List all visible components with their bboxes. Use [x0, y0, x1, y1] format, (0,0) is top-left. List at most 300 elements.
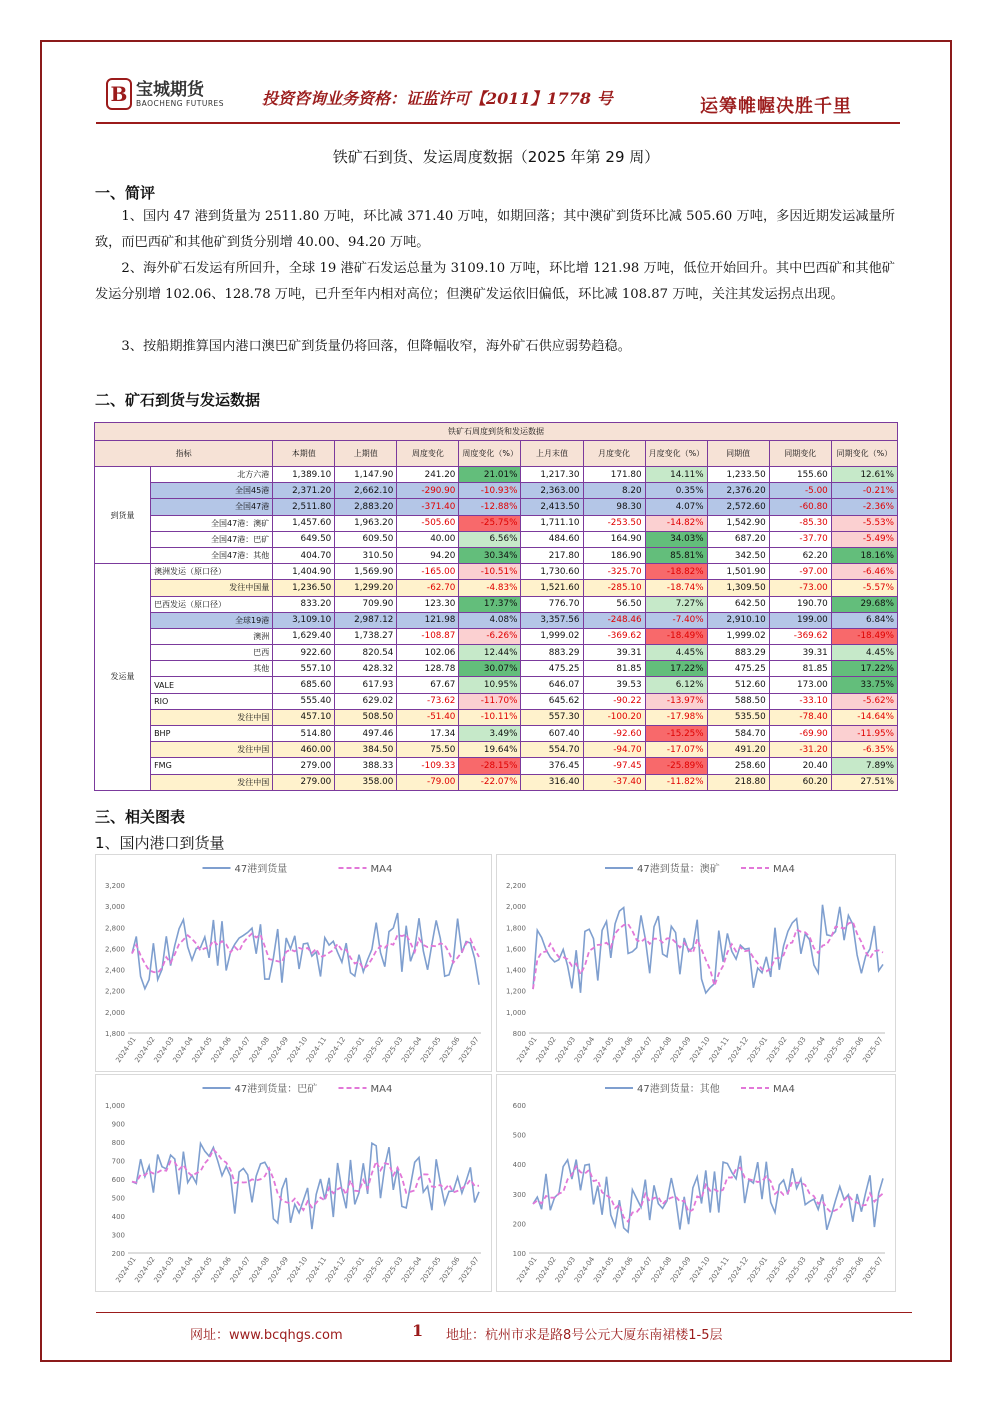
table-cell: -5.62% — [831, 693, 897, 709]
table-cell: 173.00 — [769, 677, 831, 693]
table-cell: 1,236.50 — [273, 580, 335, 596]
y-tick-label: 400 — [111, 1213, 125, 1221]
col-header: 同期变化（%） — [831, 441, 897, 467]
table-cell: 6.12% — [645, 677, 707, 693]
table-cell: 18.16% — [831, 547, 897, 563]
x-tick-label: 2024-11 — [707, 1035, 731, 1065]
x-tick-label: 2024-09 — [266, 1255, 291, 1285]
table-row — [95, 677, 898, 693]
table-cell: 102.06 — [397, 645, 459, 661]
row-label: 澳洲 — [151, 628, 273, 644]
x-tick-label: 2025-06 — [438, 1255, 462, 1285]
table-cell: -33.10 — [769, 693, 831, 709]
y-tick-label: 700 — [111, 1157, 125, 1166]
table-row — [95, 515, 898, 531]
row-label: VALE — [151, 677, 273, 693]
table-cell: 155.60 — [769, 467, 831, 483]
x-tick-label: 2025-04 — [803, 1255, 827, 1285]
x-tick-label: 2024-08 — [649, 1255, 674, 1285]
table-cell: 218.80 — [707, 774, 769, 790]
table-cell: 2,376.20 — [707, 483, 769, 499]
table-cell: 376.45 — [521, 758, 583, 774]
table-cell: 310.50 — [335, 547, 397, 563]
table-cell: 629.02 — [335, 693, 397, 709]
y-tick-label: 1,400 — [505, 966, 526, 975]
y-tick-label: 2,600 — [104, 945, 125, 954]
y-tick-label: 1,600 — [505, 945, 526, 954]
x-tick-label: 2025-07 — [861, 1255, 885, 1285]
y-tick-label: 600 — [111, 1176, 125, 1184]
table-cell: 8.20 — [583, 483, 645, 499]
table-cell: -14.64% — [831, 709, 897, 725]
x-tick-label: 2024-11 — [707, 1255, 731, 1285]
table-cell: 384.50 — [335, 742, 397, 758]
table-cell: -11.70% — [459, 693, 521, 709]
legend-label: MA4 — [773, 864, 795, 875]
table-cell: 709.90 — [335, 596, 397, 612]
table-cell: -22.07% — [459, 774, 521, 790]
table-cell: -6.26% — [459, 628, 521, 644]
logo-name-cn: 宝城期货 — [136, 79, 204, 100]
x-tick-label: 2024-07 — [228, 1255, 252, 1285]
row-label: 发往中国量 — [151, 580, 273, 596]
legend-label: MA4 — [370, 1084, 393, 1095]
table-cell: -18.49% — [831, 628, 897, 644]
table-cell: 60.20 — [769, 774, 831, 790]
table-cell: -5.57% — [831, 580, 897, 596]
table-cell: 7.27% — [645, 596, 707, 612]
col-header: 同期值 — [707, 441, 769, 467]
table-row — [95, 531, 898, 547]
table-cell: 554.70 — [521, 742, 583, 758]
y-tick-label: 1,800 — [104, 1030, 125, 1038]
table-cell: 512.60 — [707, 677, 769, 693]
table-cell: 2,511.80 — [273, 499, 335, 515]
table-cell: 584.70 — [707, 726, 769, 742]
legend-label: 47港到货量：澳矿 — [637, 864, 720, 875]
table-cell: 514.80 — [273, 726, 335, 742]
table-cell: -17.98% — [645, 709, 707, 725]
table-cell: 1,404.90 — [273, 564, 335, 580]
x-tick-label: 2025-07 — [861, 1035, 885, 1065]
logo-icon: B — [106, 78, 132, 110]
x-tick-label: 2024-12 — [323, 1255, 348, 1285]
table-cell: 649.50 — [273, 531, 335, 547]
table-cell: -505.60 — [397, 515, 459, 531]
y-tick-label: 800 — [111, 1139, 125, 1147]
x-tick-label: 2025-05 — [822, 1255, 847, 1285]
table-cell: 190.70 — [769, 596, 831, 612]
table-cell: 388.33 — [335, 758, 397, 774]
company-logo — [106, 78, 224, 110]
table-cell: -369.62 — [583, 628, 645, 644]
table-cell: -28.15% — [459, 758, 521, 774]
comment-paragraph-1: 1、国内 47 港到货量为 2511.80 万吨，环比减 371.40 万吨，如期回落；其中澳矿到货环比减 505.60 万吨，多因近期发运减量所致，而巴西矿和其他矿到货分别增 40.00、94.20 万吨。 — [95, 209, 895, 250]
table-cell: 1,711.10 — [521, 515, 583, 531]
table-row — [95, 726, 898, 742]
x-tick-label: 2024-05 — [592, 1255, 616, 1285]
table-cell: 1,457.60 — [273, 515, 335, 531]
table-cell: 81.85 — [769, 661, 831, 677]
table-cell: 6.84% — [831, 612, 897, 628]
x-tick-label: 2024-07 — [228, 1035, 252, 1065]
row-group-label: 到货量 — [95, 467, 151, 564]
table-cell: 2,413.50 — [521, 499, 583, 515]
table-cell: -2.36% — [831, 499, 897, 515]
table-cell: -10.11% — [459, 709, 521, 725]
y-tick-label: 1,800 — [505, 924, 526, 933]
table-cell: 279.00 — [273, 758, 335, 774]
table-cell: 33.75% — [831, 677, 897, 693]
y-tick-label: 300 — [512, 1190, 526, 1199]
x-tick-label: 2024-02 — [534, 1035, 558, 1065]
table-cell: 457.10 — [273, 709, 335, 725]
y-tick-label: 200 — [512, 1220, 526, 1229]
table-cell: -69.90 — [769, 726, 831, 742]
row-label: 全国47港：巴矿 — [151, 531, 273, 547]
table-cell: 342.50 — [707, 547, 769, 563]
table-cell: 123.30 — [397, 596, 459, 612]
header-divider — [96, 122, 900, 124]
table-cell: 30.34% — [459, 547, 521, 563]
x-tick-label: 2024-01 — [114, 1035, 138, 1065]
table-row — [95, 547, 898, 563]
table-cell: 460.00 — [273, 742, 335, 758]
table-cell: -11.95% — [831, 726, 897, 742]
y-tick-label: 500 — [512, 1131, 526, 1140]
table-cell: -253.50 — [583, 515, 645, 531]
x-tick-label: 2025-04 — [400, 1255, 424, 1285]
comment-paragraph-3: 3、按船期推算国内港口澳巴矿到货量仍将回落，但降幅收窄，海外矿石供应弱势趋稳。 — [121, 339, 631, 354]
row-label: 发往中国 — [151, 774, 273, 790]
x-tick-label: 2024-05 — [190, 1035, 214, 1065]
table-cell: 20.40 — [769, 758, 831, 774]
row-label: 全国47港：其他 — [151, 547, 273, 563]
table-cell: 1,299.20 — [335, 580, 397, 596]
row-label: RIO — [151, 693, 273, 709]
table-cell: -10.51% — [459, 564, 521, 580]
table-cell: -325.70 — [583, 564, 645, 580]
y-tick-label: 3,000 — [104, 903, 125, 912]
x-tick-label: 2025-06 — [842, 1035, 866, 1065]
table-cell: 27.51% — [831, 774, 897, 790]
table-cell: 1,542.90 — [707, 515, 769, 531]
table-cell: 685.60 — [273, 677, 335, 693]
x-tick-label: 2024-03 — [553, 1035, 578, 1065]
logo-name-en: BAOCHENG FUTURES — [136, 98, 225, 108]
row-label: BHP — [151, 726, 273, 742]
table-cell: -248.46 — [583, 612, 645, 628]
table-cell: 121.98 — [397, 612, 459, 628]
x-tick-label: 2024-07 — [630, 1035, 654, 1065]
x-tick-label: 2024-08 — [247, 1035, 272, 1065]
x-tick-label: 2024-02 — [534, 1255, 558, 1285]
table-cell: 85.81% — [645, 547, 707, 563]
row-label: 澳洲发运（原口径） — [151, 564, 273, 580]
x-tick-label: 2025-03 — [381, 1035, 405, 1065]
comment-paragraph-2: 2、海外矿石发运有所回升，全球 19 港矿石发运总量为 3109.10 万吨，环比增 121.98 万吨，低位开始回升。其中巴西矿和其他矿发运分别增 102.06、128.78 万吨，已升至年内相对高位；但澳矿发运依旧偏低，环比减 108.87 万吨，关注其发运拐点出现。 — [95, 261, 895, 302]
table-cell: 21.01% — [459, 467, 521, 483]
x-tick-label: 2024-10 — [285, 1035, 310, 1065]
table-cell: -6.46% — [831, 564, 897, 580]
table-cell: 484.60 — [521, 531, 583, 547]
y-tick-label: 300 — [111, 1231, 125, 1240]
x-tick-label: 2024-03 — [553, 1255, 578, 1285]
table-row — [95, 645, 898, 661]
table-cell: 98.30 — [583, 499, 645, 515]
table-cell: 40.00 — [397, 531, 459, 547]
table-cell: 241.20 — [397, 467, 459, 483]
x-tick-label: 2024-03 — [152, 1035, 176, 1065]
table-cell: 2,987.12 — [335, 612, 397, 628]
table-cell: 14.11% — [645, 467, 707, 483]
x-tick-label: 2024-05 — [592, 1035, 616, 1065]
x-tick-label: 2024-12 — [323, 1035, 348, 1065]
table-cell: 29.68% — [831, 596, 897, 612]
y-tick-label: 2,000 — [104, 1008, 125, 1017]
table-cell: 4.08% — [459, 612, 521, 628]
table-cell: 1,147.90 — [335, 467, 397, 483]
col-header: 同期变化 — [769, 441, 831, 467]
section3-heading: 三、相关图表 — [95, 808, 186, 826]
table-row — [95, 693, 898, 709]
x-tick-label: 2025-02 — [362, 1035, 386, 1065]
x-tick-label: 2024-02 — [133, 1255, 157, 1285]
y-tick-label: 2,200 — [505, 882, 526, 890]
table-cell: 1,521.60 — [521, 580, 583, 596]
table-cell: 1,569.90 — [335, 564, 397, 580]
table-cell: -109.33 — [397, 758, 459, 774]
table-cell: -97.00 — [769, 564, 831, 580]
x-tick-label: 2025-05 — [419, 1035, 443, 1065]
chart-47-ports — [95, 854, 492, 1072]
table-cell: -369.62 — [769, 628, 831, 644]
table-cell: 776.70 — [521, 596, 583, 612]
table-cell: 687.20 — [707, 531, 769, 547]
table-cell: -73.62 — [397, 693, 459, 709]
col-header: 本期值 — [273, 441, 335, 467]
table-cell: 39.31 — [583, 645, 645, 661]
table-cell: 12.61% — [831, 467, 897, 483]
table-cell: 2,662.10 — [335, 483, 397, 499]
col-header: 月度变化 — [583, 441, 645, 467]
table-cell: 428.32 — [335, 661, 397, 677]
table-cell: -18.49% — [645, 628, 707, 644]
table-cell: -37.70 — [769, 531, 831, 547]
table-cell: 642.50 — [707, 596, 769, 612]
table-cell: 17.34 — [397, 726, 459, 742]
table-row — [95, 758, 898, 774]
table-cell: 497.46 — [335, 726, 397, 742]
subsection-heading: 1、国内港口到货量 — [95, 834, 225, 852]
table-cell: 3,109.10 — [273, 612, 335, 628]
x-tick-label: 2025-06 — [438, 1035, 462, 1065]
y-tick-label: 2,200 — [104, 987, 125, 996]
table-cell: 1,217.30 — [521, 467, 583, 483]
x-tick-label: 2024-08 — [649, 1035, 674, 1065]
x-tick-label: 2024-06 — [209, 1255, 233, 1285]
table-cell: -5.49% — [831, 531, 897, 547]
table-cell: 475.25 — [707, 661, 769, 677]
row-label: 全国45港 — [151, 483, 273, 499]
table-cell: -62.70 — [397, 580, 459, 596]
table-cell: 94.20 — [397, 547, 459, 563]
col-header: 周度变化（%） — [459, 441, 521, 467]
table-cell: 81.85 — [583, 661, 645, 677]
row-label: 发往中国 — [151, 742, 273, 758]
col-header: 指标 — [95, 441, 273, 467]
col-header: 上期值 — [335, 441, 397, 467]
row-label: 全国47港 — [151, 499, 273, 515]
table-cell: 557.10 — [273, 661, 335, 677]
series-line-main — [132, 913, 479, 989]
chart-47-ports-other — [496, 1074, 896, 1292]
footer-website[interactable]: 网址：www.bcqhgs.com — [190, 1328, 343, 1343]
y-tick-label: 800 — [512, 1030, 526, 1038]
table-row — [95, 596, 898, 612]
table-cell: 67.67 — [397, 677, 459, 693]
x-tick-label: 2024-05 — [190, 1255, 214, 1285]
x-tick-label: 2024-02 — [133, 1035, 157, 1065]
table-cell: -0.21% — [831, 483, 897, 499]
row-label: 全国47港：澳矿 — [151, 515, 273, 531]
table-cell: 883.29 — [707, 645, 769, 661]
row-label: 巴西 — [151, 645, 273, 661]
x-tick-label: 2024-10 — [688, 1255, 712, 1285]
table-cell: 17.22% — [645, 661, 707, 677]
x-tick-label: 2024-12 — [726, 1255, 751, 1285]
table-cell: -5.00 — [769, 483, 831, 499]
section1-heading: 一、简评 — [95, 184, 156, 202]
table-cell: -13.97% — [645, 693, 707, 709]
table-row — [95, 709, 898, 725]
y-tick-label: 400 — [512, 1161, 526, 1170]
y-tick-label: 200 — [111, 1250, 125, 1258]
x-tick-label: 2024-03 — [152, 1255, 176, 1285]
x-tick-label: 2025-07 — [457, 1035, 481, 1065]
table-cell: 1,738.27 — [335, 628, 397, 644]
col-header: 上月末值 — [521, 441, 583, 467]
row-label: 其他 — [151, 661, 273, 677]
table-cell: 820.54 — [335, 645, 397, 661]
row-label: 发往中国 — [151, 709, 273, 725]
table-cell: -108.87 — [397, 628, 459, 644]
table-cell: -11.82% — [645, 774, 707, 790]
x-tick-label: 2024-04 — [572, 1035, 597, 1065]
table-cell: 258.60 — [707, 758, 769, 774]
table-cell: -7.40% — [645, 612, 707, 628]
y-tick-label: 1,000 — [505, 1008, 526, 1017]
table-cell: 1,629.40 — [273, 628, 335, 644]
table-cell: -85.30 — [769, 515, 831, 531]
x-tick-label: 2024-09 — [669, 1035, 693, 1065]
table-cell: -97.45 — [583, 758, 645, 774]
table-row — [95, 483, 898, 499]
x-tick-label: 2024-09 — [669, 1255, 693, 1285]
table-cell: 2,910.10 — [707, 612, 769, 628]
y-tick-label: 2,400 — [104, 966, 125, 975]
report-title: 铁矿石到货、发运周度数据（2025 年第 29 周） — [332, 148, 660, 166]
table-cell: -78.40 — [769, 709, 831, 725]
table-cell: 404.70 — [273, 547, 335, 563]
data-table — [94, 422, 898, 791]
x-tick-label: 2024-10 — [688, 1035, 712, 1065]
x-tick-label: 2024-12 — [726, 1035, 751, 1065]
x-tick-label: 2024-10 — [285, 1255, 310, 1285]
x-tick-label: 2024-04 — [171, 1035, 195, 1065]
series-line-main — [533, 1156, 883, 1232]
x-tick-label: 2024-06 — [209, 1035, 233, 1065]
table-cell: -25.89% — [645, 758, 707, 774]
table-cell: -6.35% — [831, 742, 897, 758]
table-cell: 535.50 — [707, 709, 769, 725]
table-cell: 34.03% — [645, 531, 707, 547]
x-tick-label: 2025-01 — [745, 1035, 770, 1065]
chart-47-ports-aus — [496, 854, 896, 1072]
x-tick-label: 2024-01 — [114, 1255, 138, 1285]
x-tick-label: 2025-04 — [803, 1035, 827, 1065]
table-cell: -79.00 — [397, 774, 459, 790]
table-cell: 3.49% — [459, 726, 521, 742]
x-tick-label: 2025-03 — [381, 1255, 405, 1285]
y-tick-label: 500 — [111, 1194, 125, 1203]
table-row — [95, 742, 898, 758]
table-cell: -92.60 — [583, 726, 645, 742]
x-tick-label: 2024-11 — [304, 1255, 329, 1285]
x-tick-label: 2025-05 — [822, 1035, 847, 1065]
y-tick-label: 600 — [512, 1102, 526, 1110]
table-cell: -165.00 — [397, 564, 459, 580]
legend-label: 47港到货量：巴矿 — [234, 1084, 318, 1095]
table-row — [95, 628, 898, 644]
table-cell: 922.60 — [273, 645, 335, 661]
table-cell: -37.40 — [583, 774, 645, 790]
table-cell: -4.83% — [459, 580, 521, 596]
x-tick-label: 2024-04 — [171, 1255, 195, 1285]
x-tick-label: 2024-07 — [630, 1255, 654, 1285]
y-tick-label: 3,200 — [104, 882, 125, 890]
table-cell: 645.62 — [521, 693, 583, 709]
table-cell: 883.29 — [521, 645, 583, 661]
row-label: 全球19港 — [151, 612, 273, 628]
table-cell: 12.44% — [459, 645, 521, 661]
legend-label: MA4 — [370, 864, 393, 875]
table-cell: -100.20 — [583, 709, 645, 725]
row-label: 北方六港 — [151, 467, 273, 483]
table-cell: 1,963.20 — [335, 515, 397, 531]
table-row — [95, 774, 898, 790]
y-tick-label: 1,200 — [505, 987, 526, 996]
x-tick-label: 2024-06 — [611, 1035, 635, 1065]
table-cell: 75.50 — [397, 742, 459, 758]
table-cell: 1,389.10 — [273, 467, 335, 483]
x-tick-label: 2025-01 — [342, 1035, 367, 1065]
motto: 运筹帷幄决胜千里 — [700, 96, 852, 117]
footer-divider — [96, 1312, 912, 1313]
table-cell: 39.53 — [583, 677, 645, 693]
x-tick-label: 2025-06 — [842, 1255, 866, 1285]
row-group-label: 发运量 — [95, 564, 151, 791]
table-cell: -94.70 — [583, 742, 645, 758]
table-row — [95, 612, 898, 628]
legend-label: 47港到货量：其他 — [637, 1084, 720, 1095]
y-tick-label: 2,000 — [505, 903, 526, 912]
table-cell: -18.74% — [645, 580, 707, 596]
table-cell: 2,363.00 — [521, 483, 583, 499]
y-tick-label: 2,800 — [104, 924, 125, 933]
table-cell: -15.25% — [645, 726, 707, 742]
table-cell: 607.40 — [521, 726, 583, 742]
